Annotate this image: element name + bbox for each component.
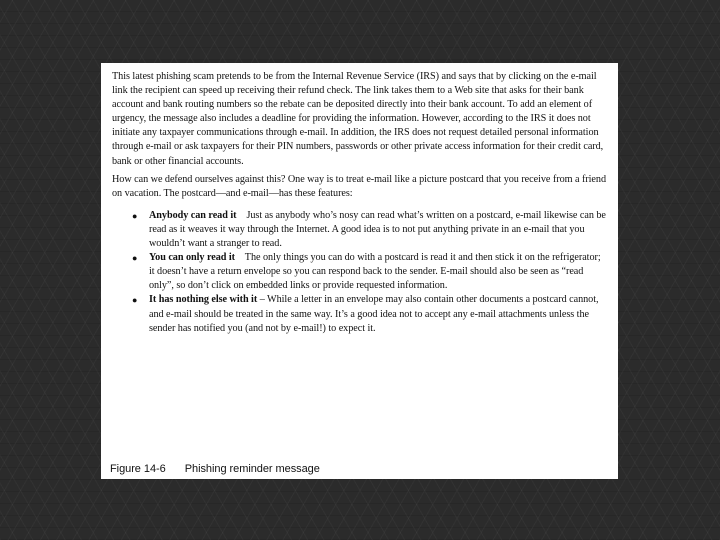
bullet-text: The only things you can do with a postcard is read it and then stick it on the refrigerator; it doesn’t have a return envelope so you can respond back to the sender. E-mail should also be seen as “read only”, so don’t click on embedded links or provide requested information. — [149, 252, 601, 292]
bullet-text: – While a letter in an envelope may also contain other documents a postcard cannot, and e-mail should be treated in the same way. It’s a good idea not to accept any e-mail attachments unless the sender has notified you (and not by e-mail!) to expect it. — [149, 294, 599, 334]
bullet-text: Just as anybody who’s nosy can read what’s written on a postcard, e-mail likewise can be read as it weaves it way through the Internet. A good idea is to not put anything private in an e-mail that you wouldn’t want a stranger to read. — [149, 209, 606, 250]
bullet-heading: Anybody can read it — [149, 209, 237, 221]
feature-list — [112, 209, 608, 336]
figure-number: Figure 14-6 — [110, 462, 166, 475]
list-item — [112, 251, 608, 293]
list-item — [112, 209, 608, 251]
bullet-icon: ● — [132, 253, 138, 264]
question-paragraph: How can we defend ourselves against this? One way is to treat e-mail like a picture postcard that you receive from a friend on vacation. The postcard—and e-mail—has these features: — [112, 173, 606, 199]
figure-caption-text: Phishing reminder message — [184, 462, 320, 475]
bullet-icon: ● — [132, 295, 138, 306]
figure-caption — [110, 462, 320, 476]
bullet-heading: It has nothing else with it — [149, 294, 258, 306]
bullet-icon: ● — [132, 210, 138, 221]
bullet-heading: You can only read it — [149, 252, 235, 264]
list-item — [112, 293, 608, 335]
document-image — [101, 63, 618, 479]
intro-paragraph: This latest phishing scam pretends to be from the Internal Revenue Service (IRS) and says that by clicking on the e-mail link the recipient can speed up receiving their refund check. The link takes them to a Web site that asks for their bank account and bank routing numbers so the rebate can be deposited directly into their bank account. To add an element of urgency, the message also includes a deadline for providing the information. However, according to the IRS it does not initiate any taxpayer communications through e-mail. In addition, the IRS does not request detailed personal information through e-mail or ask taxpayers for their PIN numbers, passwords or other private access information for their credit card, bank or other financial accounts. — [112, 71, 604, 167]
